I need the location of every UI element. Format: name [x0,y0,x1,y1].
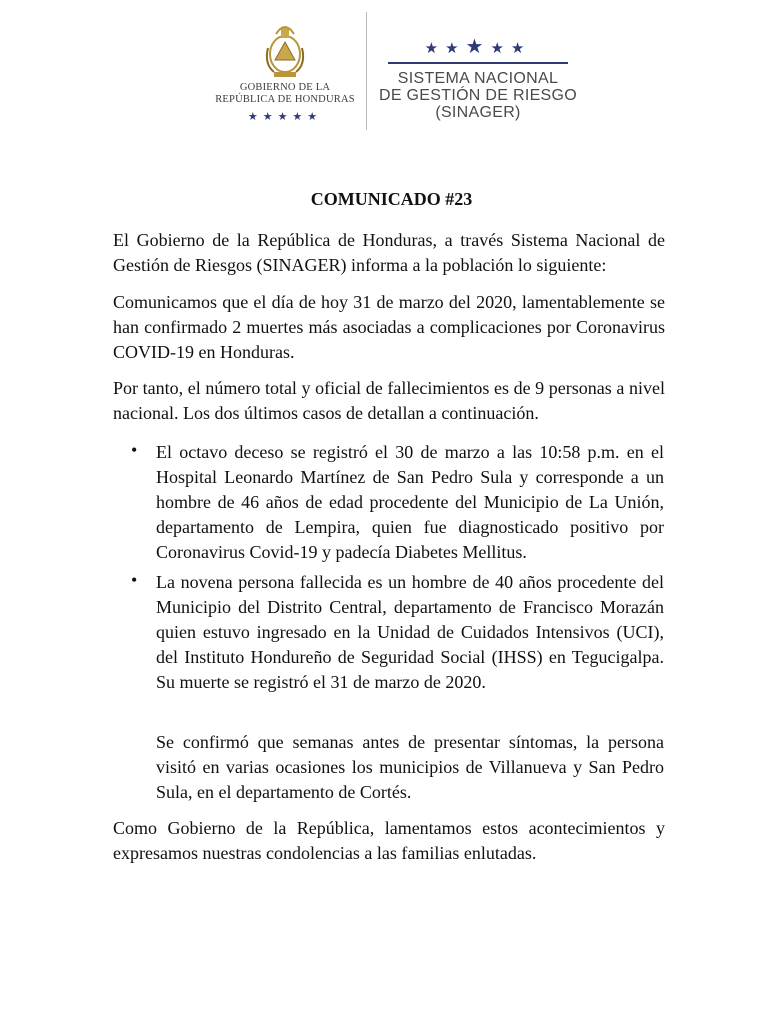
letterhead [0,0,783,140]
intro-paragraph: El Gobierno de la República de Honduras, a través Sistema Nacional de Gestión de Riesgos (SINAGER) informa a la población lo siguiente: [113,230,665,275]
sinager-rule [388,62,568,64]
sinager-name: SISTEMA NACIONAL DE GESTIÓN DE RIESGO (SINAGER) [378,70,578,121]
document-title: COMUNICADO #23 [310,189,473,209]
stars-small-icon: ★★★★★ [247,111,323,123]
header-divider [366,12,367,130]
paragraph-deaths-confirmed: Comunicamos que el día de hoy 31 de marzo del 2020, lamentablemente se han confirmado 2 muertes más asociadas a complicaciones por Coronavirus COVID-19 en Honduras. [113,292,665,362]
coat-of-arms-icon [262,18,308,80]
sinager-logo-block [378,34,578,121]
bullet-marker: • [131,570,138,590]
bullet-marker: • [131,440,138,460]
bullet-item-eighth-death: El octavo deceso se registró el 30 de marzo a las 10:58 p.m. en el Hospital Leonardo Martínez de San Pedro Sula y corresponde a un hombre de 46 años de edad procedente del Municipio de La Unión, departamento de Lempira, quien fue diagnosticado positivo por Coronavirus Covid-19 y padecía Diabetes Mellitus. [156,442,664,562]
paragraph-total-deaths: Por tanto, el número total y oficial de fallecimientos es de 9 personas a nivel nacional. Los dos últimos casos de detallan a continuación. [113,378,665,423]
bullet-note-travel: Se confirmó que semanas antes de presentar síntomas, la persona visitó en varias ocasiones los municipios de Villanueva y San Pedro Sula, en el departamento de Cortés. [156,732,664,802]
government-name: GOBIERNO DE LA REPÚBLICA DE HONDURAS [215,82,355,105]
government-logo-block [210,18,360,123]
stars-large-icon: ★★★★★ [424,36,532,58]
closing-paragraph: Como Gobierno de la República, lamentamos estos acontecimientos y expresamos nuestras condolencias a las familias enlutadas. [113,818,665,863]
bullet-item-ninth-death: La novena persona fallecida es un hombre de 40 años procedente del Municipio del Distrito Central, departamento de Francisco Morazán quien estuvo ingresado en la Unidad de Cuidados Intensivos (UCI), del Instituto Hondureño de Seguridad Social (IHSS) en Tegucigalpa. Su muerte se registró el 31 de marzo de 2020. [156,572,664,692]
